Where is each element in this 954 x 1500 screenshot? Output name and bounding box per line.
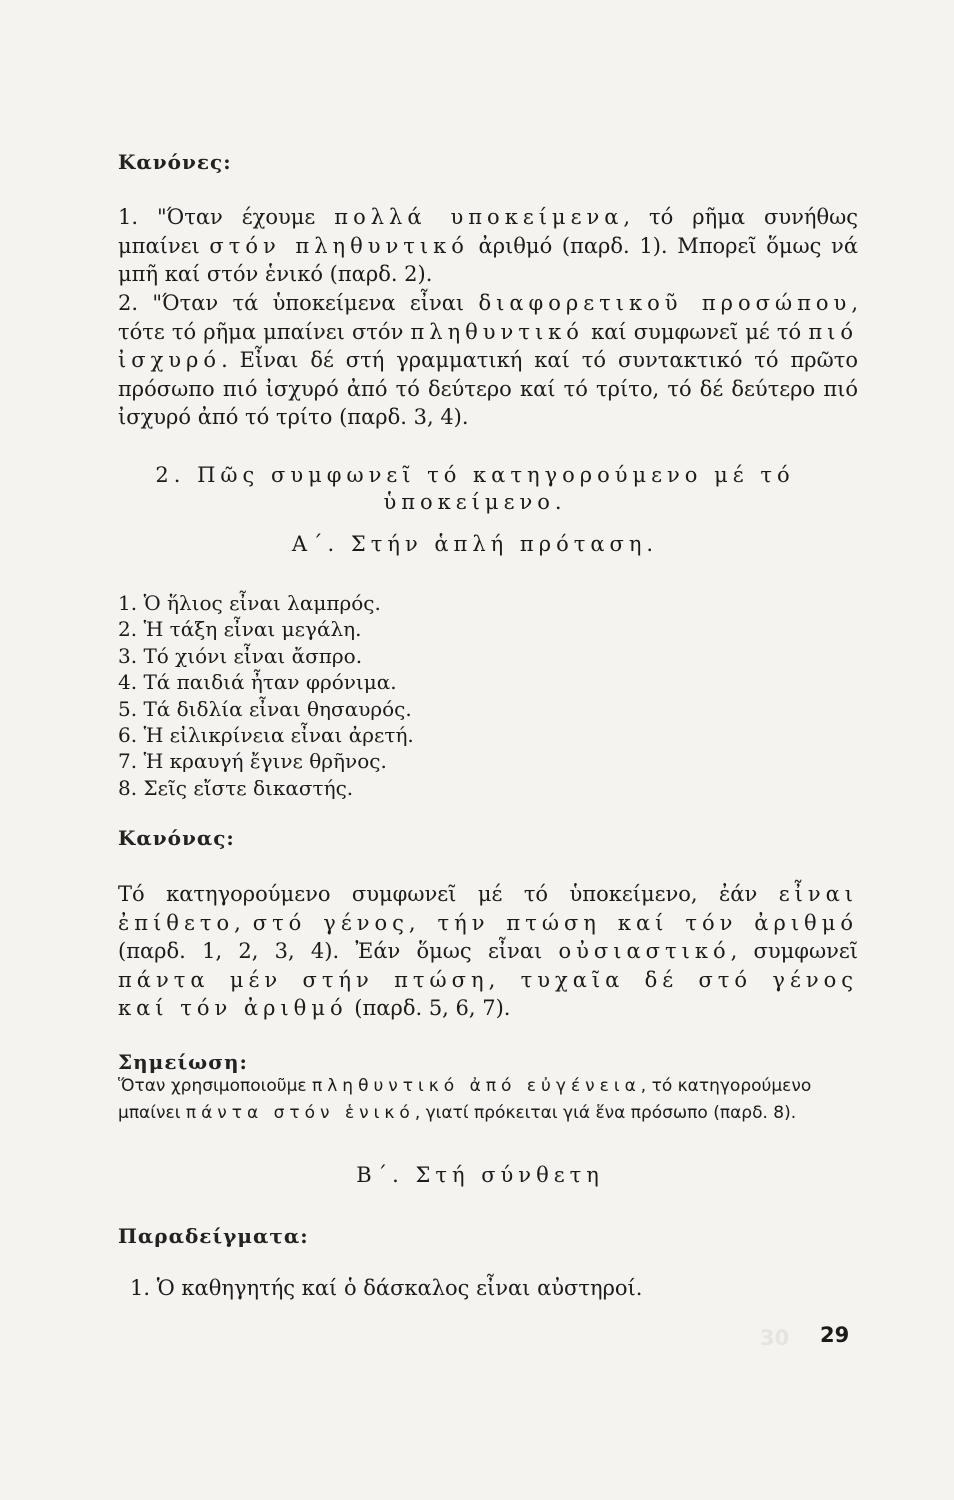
example-item: 7. Ἡ κραυγή ἔγινε θρῆνος. [118, 749, 387, 774]
note-paragraph: Ὅταν χρησιμοποιοῦμε πληθυντικό ἀπό εὐγένεια, τό κατηγορούμενο μπαίνει πάντα στόν ἑνικό, γιατί πρόκειται γιά ἕνα πρόσωπο (παρδ. 8). [118, 1076, 812, 1123]
rule-paragraph-1: 1. "Όταν έχουμε πολλά υποκείμενα, τό ρῆμα συνήθως μπαίνει στόν πληθυντικό ἀριθμό (παρδ. 1). Μπορεῖ ὅμως νά μπῆ καί στόν ἑνικό (παρδ. 2). [118, 205, 859, 287]
note-heading: Σημείωση: [118, 1050, 248, 1074]
rule-paragraph-2: 2. "Όταν τά ὑποκείμενα εἶναι διαφορετικοῦ προσώπου, τότε τό ρῆμα μπαίνει στόν πληθυντικό καί συμφωνεῖ μέ τό πιό ἰσχυρό. Εἶναι δέ στή γραμματική καί τό συντακτικό τό πρῶτο πρόσωπο πιό ἰσχυρό ἀπό τό δεύτερο καί τό τρίτο, τό δέ δεύτερο πιό ἰσχυρό ἀπό τό τρίτο (παρδ. 3, 4). [118, 291, 858, 430]
rule-paragraph: Τό κατηγορούμενο συμφωνεῖ μέ τό ὑποκείμενο, ἐάν εἶναι ἐπίθετο, στό γένος, τήν πτώση καί τόν ἀριθμό (παρδ. 1, 2, 3, 4). Ἐάν ὅμως εἶναι οὐσιαστικό, συμφωνεῖ πάντα μέν στήν πτώση, τυχαῖα δέ στό γένος καί τόν ἀριθμό (παρδ. 5, 6, 7). [118, 882, 858, 1021]
section-2-title-line-2: ὑποκείμενο. [383, 490, 567, 514]
example-item: 4. Τά παιδιά ἦταν φρόνιμα. [118, 670, 397, 695]
section-2-title-line-1: 2. Πῶς συμφωνεῖ τό κατηγορούμενο μέ τό [155, 463, 795, 487]
example-item: 2. Ἡ τάξη εἶναι μεγάλη. [118, 617, 362, 642]
examples-heading: Παραδείγματα: [118, 1224, 309, 1248]
example-item: 8. Σεῖς εἴστε δικαστής. [118, 775, 354, 800]
example-item: 6. Ἡ εἰλικρίνεια εἶναι ἀρετή. [118, 723, 414, 748]
final-example: 1. Ὁ καθηγητής καί ὁ δάσκαλος εἶναι αὐστηροί. [130, 1276, 643, 1300]
rule-heading: Κανόνας: [118, 826, 235, 850]
section-a-subtitle: Α΄. Στήν ἁπλή πρόταση. [291, 532, 659, 556]
show-through-text: 30 [760, 1326, 790, 1350]
example-item: 5. Τά διδλία εἶναι θησαυρός. [118, 696, 412, 721]
rules-heading: Κανόνες: [118, 150, 232, 174]
section-b-subtitle: Β΄. Στή σύνθετη [356, 1163, 604, 1187]
section-2-title [60, 462, 890, 516]
example-item: 1. Ὁ ἥλιος εἶναι λαμπρός. [118, 591, 381, 615]
page-number: 29 [820, 1323, 850, 1347]
example-item: 3. Τό χιόνι εἶναι ἄσπρο. [118, 643, 363, 668]
examples-list [118, 590, 414, 801]
